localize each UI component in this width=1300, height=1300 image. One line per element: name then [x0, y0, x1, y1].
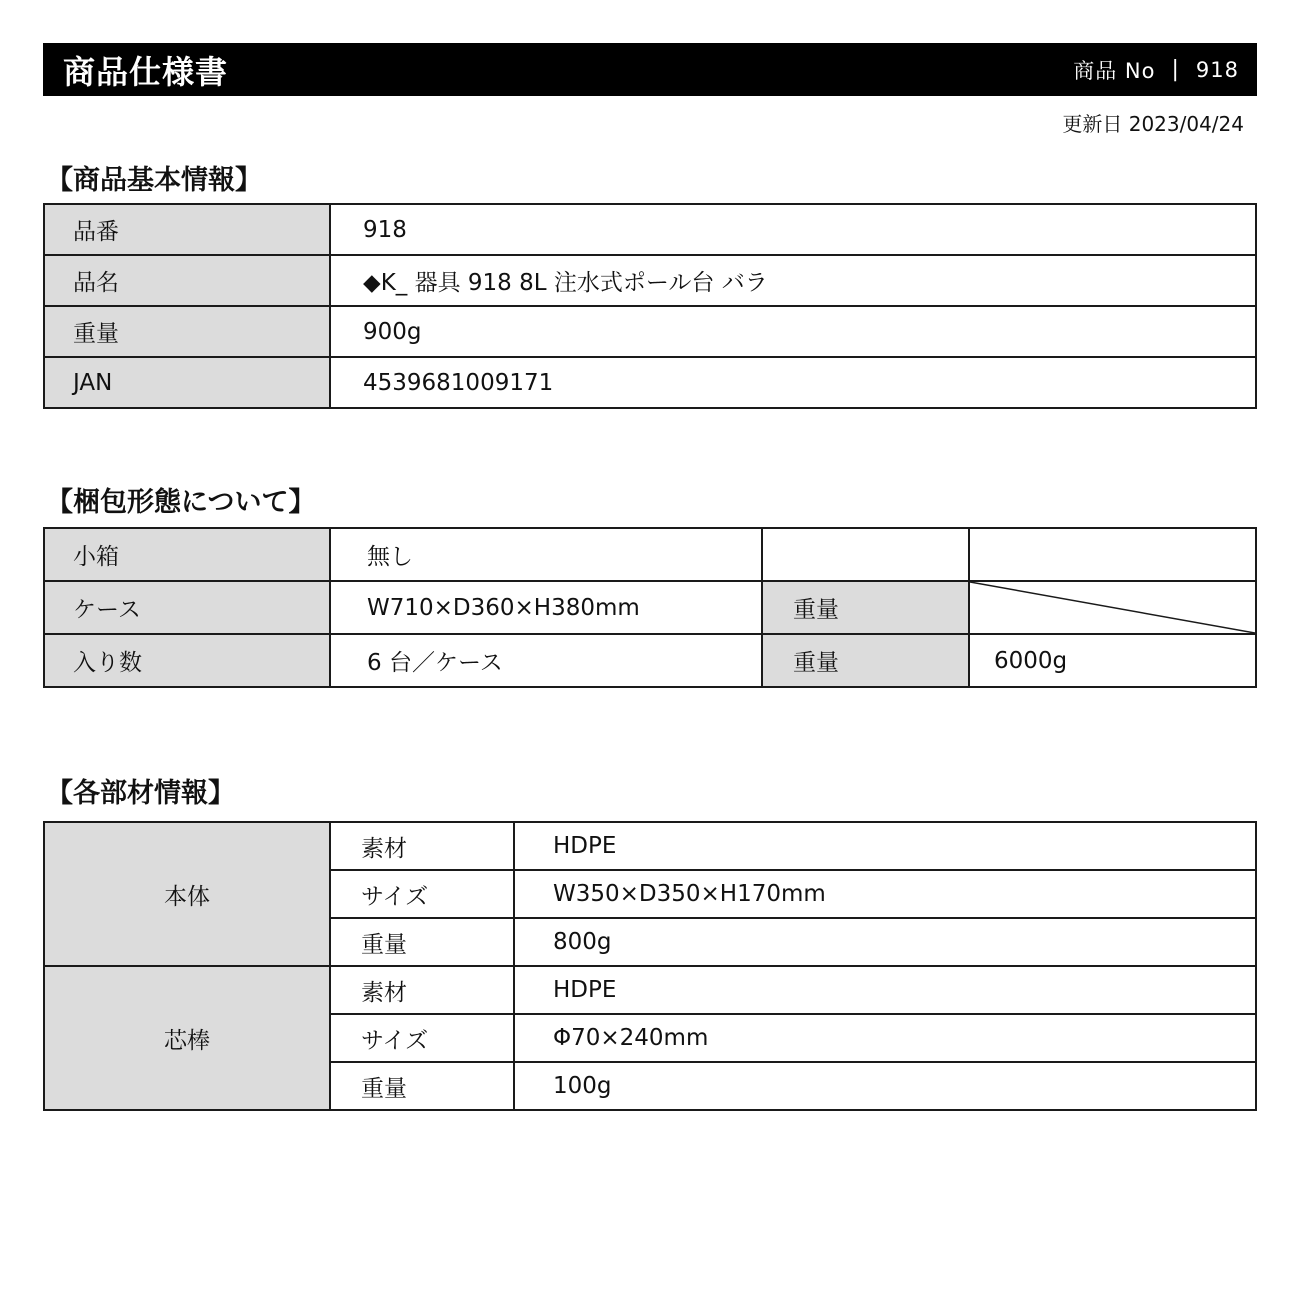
- row-value: W350×D350×H170mm: [514, 870, 1256, 918]
- row-label: 素材: [330, 822, 514, 870]
- row-sub-label: 重量: [762, 581, 969, 634]
- row-sub-value: 6000g: [969, 634, 1256, 687]
- table-row: [44, 528, 1256, 581]
- basic-info-table: [43, 203, 1257, 409]
- row-label: 重量: [330, 1062, 514, 1110]
- row-label: ケース: [44, 581, 330, 634]
- page-title: 商品仕様書: [63, 52, 229, 91]
- table-row: [44, 822, 1256, 870]
- section-title-packaging: 【梱包形態について】: [46, 487, 316, 518]
- row-value: W710×D360×H380mm: [330, 581, 762, 634]
- row-value: 4539681009171: [330, 357, 1256, 408]
- part-group-name: 本体: [44, 822, 330, 966]
- row-value: 918: [330, 204, 1256, 255]
- row-sub-label: 重量: [762, 634, 969, 687]
- row-value: HDPE: [514, 822, 1256, 870]
- table-row: [44, 255, 1256, 306]
- row-label: サイズ: [330, 870, 514, 918]
- row-label: 素材: [330, 966, 514, 1014]
- table-row: [44, 966, 1256, 1014]
- row-label: 重量: [44, 306, 330, 357]
- table-row: [44, 204, 1256, 255]
- product-number: [1073, 55, 1239, 85]
- section-title-parts: 【各部材情報】: [46, 778, 235, 809]
- row-value: 無し: [330, 528, 762, 581]
- row-label: サイズ: [330, 1014, 514, 1062]
- diagonal-line: [970, 582, 1255, 633]
- parts-table: [43, 821, 1257, 1111]
- row-value: ◆K_ 器具 918 8L 注水式ポール台 バラ: [330, 255, 1256, 306]
- table-row: [44, 581, 1256, 634]
- row-label: 小箱: [44, 528, 330, 581]
- row-value: Φ70×240mm: [514, 1014, 1256, 1062]
- diagonal-empty-cell: [969, 581, 1256, 634]
- row-label: 品名: [44, 255, 330, 306]
- row-value: 800g: [514, 918, 1256, 966]
- part-group-name: 芯棒: [44, 966, 330, 1110]
- header-bar: [43, 43, 1257, 96]
- row-value: 900g: [330, 306, 1256, 357]
- row-value: 100g: [514, 1062, 1256, 1110]
- row-value: HDPE: [514, 966, 1256, 1014]
- packaging-table: [43, 527, 1257, 688]
- product-no-label: 商品 No: [1073, 58, 1156, 83]
- row-label: 品番: [44, 204, 330, 255]
- row-label: JAN: [44, 357, 330, 408]
- row-sub-label: [762, 528, 969, 581]
- table-row: [44, 634, 1256, 687]
- row-value: 6 台／ケース: [330, 634, 762, 687]
- section-title-basic-info: 【商品基本情報】: [46, 165, 262, 196]
- table-row: [44, 357, 1256, 408]
- updated-date: 更新日 2023/04/24: [1062, 112, 1244, 136]
- product-no-value: 918: [1195, 57, 1239, 82]
- row-label: 重量: [330, 918, 514, 966]
- row-label: 入り数: [44, 634, 330, 687]
- row-sub-value: [969, 528, 1256, 581]
- table-row: [44, 306, 1256, 357]
- product-no-separator: |: [1171, 57, 1180, 82]
